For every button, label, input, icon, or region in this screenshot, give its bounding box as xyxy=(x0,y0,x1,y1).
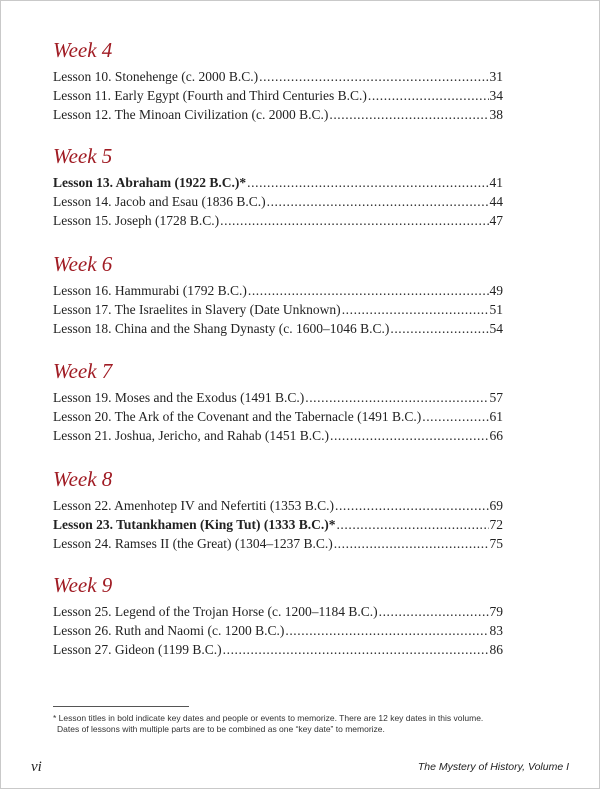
toc-entry[interactable] xyxy=(53,407,503,426)
leader-dots xyxy=(342,300,489,319)
lesson-title: Lesson 24. Ramses II (the Great) (1304–1237 B.C.) xyxy=(53,536,333,551)
toc-entry[interactable] xyxy=(53,281,503,300)
toc-entry[interactable] xyxy=(53,515,503,534)
lesson-title: Lesson 12. The Minoan Civilization (c. 2000 B.C.) xyxy=(53,107,329,122)
page-number: 34 xyxy=(489,88,503,103)
toc-entry[interactable] xyxy=(53,388,503,407)
lesson-title: Lesson 15. Joseph (1728 B.C.) xyxy=(53,213,220,228)
leader-dots xyxy=(379,602,489,621)
week-heading: Week 5 xyxy=(53,144,113,168)
week-heading: Week 4 xyxy=(53,38,113,62)
page-number: 44 xyxy=(489,194,503,209)
lesson-title: Lesson 21. Joshua, Jericho, and Rahab (1451 B.C.) xyxy=(53,428,329,443)
footnote-rule xyxy=(53,706,189,707)
page-number: 75 xyxy=(489,536,503,551)
lesson-title: Lesson 25. Legend of the Trojan Horse (c. 1200–1184 B.C.) xyxy=(53,604,378,619)
leader-dots xyxy=(368,86,489,105)
page-number: 41 xyxy=(489,175,503,190)
week-section xyxy=(53,37,503,124)
week-section xyxy=(53,358,503,445)
leader-dots xyxy=(220,211,488,230)
toc-entry[interactable] xyxy=(53,211,503,230)
page-number: 61 xyxy=(489,409,503,424)
lesson-title: Lesson 26. Ruth and Naomi (c. 1200 B.C.) xyxy=(53,623,285,638)
lesson-title: Lesson 23. Tutankhamen (King Tut) (1333 B.C.)* xyxy=(53,517,336,532)
week-section xyxy=(53,572,503,659)
lesson-title: Lesson 10. Stonehenge (c. 2000 B.C.) xyxy=(53,69,259,84)
lesson-title: Lesson 13. Abraham (1922 B.C.)* xyxy=(53,175,247,190)
page-number: 72 xyxy=(489,517,503,532)
toc-entry[interactable] xyxy=(53,192,503,211)
page-folio: vi xyxy=(31,759,42,775)
toc-entry[interactable] xyxy=(53,640,503,659)
leader-dots xyxy=(247,173,488,192)
toc-entry[interactable] xyxy=(53,319,503,338)
footnote-line: * Lesson titles in bold indicate key dates and people or events to memorize. There are 12 key dates in this volume. xyxy=(53,713,484,723)
leader-dots xyxy=(422,407,488,426)
leader-dots xyxy=(329,105,488,124)
footnote-line: Dates of lessons with multiple parts are to be combined as one “key date” to memorize. xyxy=(57,724,385,734)
page-number: 83 xyxy=(489,623,503,638)
toc-entry[interactable] xyxy=(53,496,503,515)
toc-entry[interactable] xyxy=(53,67,503,86)
page-number: 57 xyxy=(489,390,503,405)
leader-dots xyxy=(248,281,489,300)
page-number: 69 xyxy=(489,498,503,513)
week-section xyxy=(53,251,503,338)
lesson-title: Lesson 22. Amenhotep IV and Nefertiti (1353 B.C.) xyxy=(53,498,334,513)
lesson-title: Lesson 27. Gideon (1199 B.C.) xyxy=(53,642,222,657)
toc-entry[interactable] xyxy=(53,621,503,640)
leader-dots xyxy=(334,534,489,553)
leader-dots xyxy=(305,388,488,407)
lesson-title: Lesson 14. Jacob and Esau (1836 B.C.) xyxy=(53,194,266,209)
page-number: 66 xyxy=(489,428,503,443)
toc-entry[interactable] xyxy=(53,173,503,192)
toc-entry[interactable] xyxy=(53,534,503,553)
leader-dots xyxy=(223,640,489,659)
leader-dots xyxy=(285,621,488,640)
week-heading: Week 6 xyxy=(53,252,113,276)
page-number: 86 xyxy=(489,642,503,657)
week-heading: Week 8 xyxy=(53,467,113,491)
leader-dots xyxy=(330,426,489,445)
week-heading: Week 9 xyxy=(53,573,113,597)
lesson-title: Lesson 11. Early Egypt (Fourth and Third Centuries B.C.) xyxy=(53,88,367,103)
lesson-title: Lesson 19. Moses and the Exodus (1491 B.C.) xyxy=(53,390,305,405)
leader-dots xyxy=(259,67,488,86)
leader-dots xyxy=(336,515,488,534)
leader-dots xyxy=(335,496,489,515)
leader-dots xyxy=(267,192,489,211)
page-number: 51 xyxy=(489,302,503,317)
toc-entry[interactable] xyxy=(53,105,503,124)
page-number: 79 xyxy=(489,604,503,619)
lesson-title: Lesson 17. The Israelites in Slavery (Date Unknown) xyxy=(53,302,341,317)
toc-entry[interactable] xyxy=(53,86,503,105)
lesson-title: Lesson 16. Hammurabi (1792 B.C.) xyxy=(53,283,247,298)
page-number: 47 xyxy=(489,213,503,228)
lesson-title: Lesson 20. The Ark of the Covenant and the Tabernacle (1491 B.C.) xyxy=(53,409,422,424)
page-number: 54 xyxy=(489,321,503,336)
leader-dots xyxy=(390,319,488,338)
week-section xyxy=(53,143,503,230)
toc-entry[interactable] xyxy=(53,602,503,621)
toc-entry[interactable] xyxy=(53,300,503,319)
lesson-title: Lesson 18. China and the Shang Dynasty (c. 1600–1046 B.C.) xyxy=(53,321,390,336)
page-number: 49 xyxy=(489,283,503,298)
week-heading: Week 7 xyxy=(53,359,113,383)
week-section xyxy=(53,466,503,553)
page-number: 31 xyxy=(489,69,503,84)
footnote xyxy=(53,713,553,735)
toc-entry[interactable] xyxy=(53,426,503,445)
page-number: 38 xyxy=(489,107,503,122)
running-title: The Mystery of History, Volume I xyxy=(417,761,569,773)
